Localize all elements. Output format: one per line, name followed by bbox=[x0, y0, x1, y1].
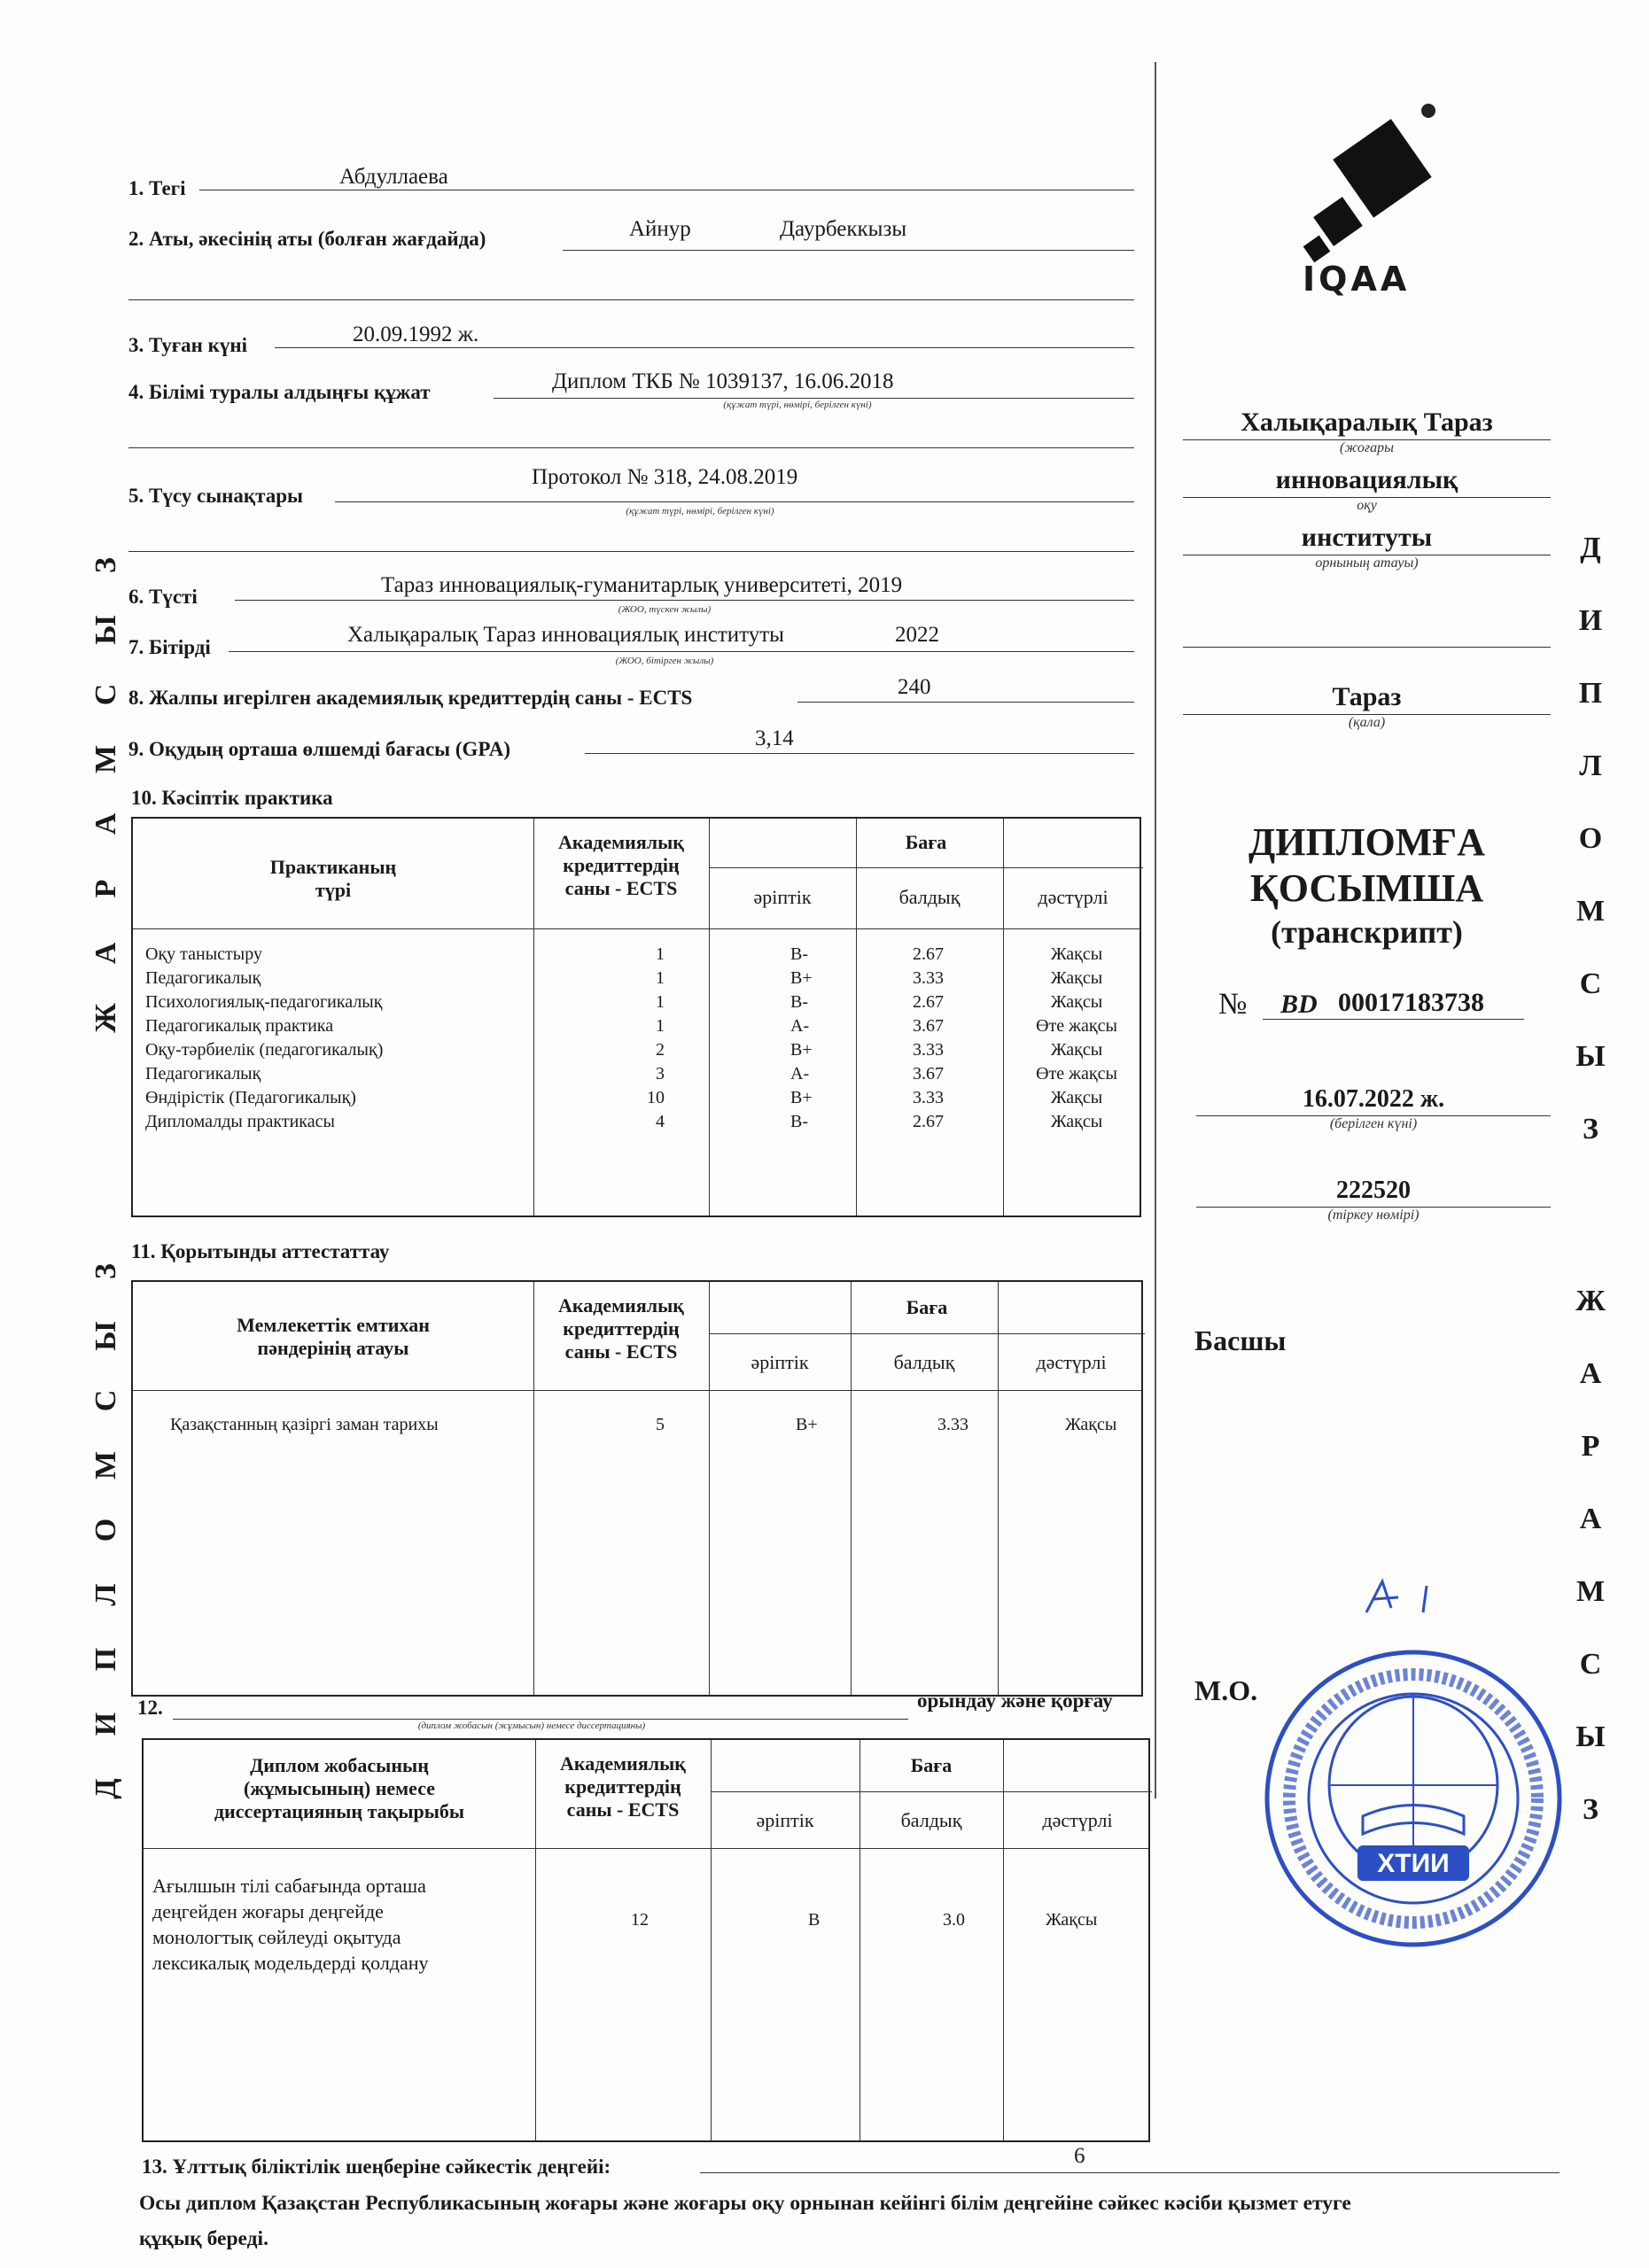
practice-row-credits: 1 bbox=[656, 1016, 665, 1036]
practice-grade-header: Баға bbox=[905, 831, 947, 853]
side-letter: С bbox=[89, 1389, 122, 1412]
issue-date: 16.07.2022 ж. bbox=[1196, 1085, 1551, 1116]
field-8-value: 240 bbox=[898, 675, 931, 699]
city: Тараз bbox=[1183, 682, 1551, 715]
practice-row-points: 3.33 bbox=[913, 1040, 944, 1060]
practice-row-name: Өндірістік (Педагогикалық) bbox=[145, 1088, 356, 1107]
practice-row-trad: Өте жақсы bbox=[1036, 1064, 1117, 1084]
side-letter: Л bbox=[1579, 750, 1602, 782]
side-letter: А bbox=[89, 812, 122, 835]
practice-row-trad: Жақсы bbox=[1050, 944, 1103, 964]
practice-row-trad: Жақсы bbox=[1050, 992, 1103, 1012]
side-letter: З bbox=[89, 557, 122, 573]
thesis-grade-header: Баға bbox=[910, 1754, 953, 1776]
thesis-credits-header: Академиялық bbox=[560, 1752, 686, 1775]
side-letter: А bbox=[1579, 1503, 1602, 1535]
thesis-row-letter: B bbox=[808, 1910, 821, 1930]
practice-row-name: Психологиялық-педагогикалық bbox=[145, 992, 383, 1012]
mo-label: М.О. bbox=[1194, 1674, 1258, 1706]
field-4-line2 bbox=[128, 447, 1134, 448]
practice-row-points: 3.67 bbox=[913, 1016, 944, 1036]
side-letter: Р bbox=[1581, 1430, 1600, 1463]
field-7-value: Халықаралық Тараз инновациялық институты bbox=[347, 623, 784, 647]
side-letter: З bbox=[1583, 1793, 1598, 1826]
practice-row-trad: Жақсы bbox=[1050, 968, 1103, 988]
inst-line-2: инновациялық bbox=[1183, 465, 1551, 498]
thesis-points-header: балдық bbox=[900, 1809, 962, 1831]
inst-hint-2: оқу bbox=[1357, 498, 1377, 513]
thesis-title-line-3: монологтық сөйлеуді оқытуда bbox=[152, 1926, 401, 1948]
attestation-letter-header: әріптік bbox=[751, 1351, 809, 1373]
section-11-title: 11. Қорытынды аттестаттау bbox=[131, 1240, 390, 1262]
section-12-suffix: орындау және қорғау bbox=[917, 1689, 1113, 1712]
thesis-title-line-1: Ағылшын тілі сабағында орташа bbox=[152, 1875, 426, 1897]
practice-trad-header: дәстүрлі bbox=[1038, 886, 1108, 908]
practice-row-points: 2.67 bbox=[913, 992, 944, 1012]
practice-row-points: 2.67 bbox=[913, 1112, 944, 1131]
field-5-value: Протокол № 318, 24.08.2019 bbox=[532, 465, 798, 489]
field-4-hint: (құжат түрі, нөмірі, берілген күні) bbox=[723, 400, 872, 410]
field-2-line2 bbox=[128, 299, 1134, 300]
side-letter: Ы bbox=[1575, 1040, 1606, 1073]
attestation-row-points: 3.33 bbox=[937, 1415, 968, 1434]
side-letter: И bbox=[1578, 604, 1603, 637]
thesis-credits-header-3: саны - ECTS bbox=[566, 1798, 680, 1821]
side-letter: М bbox=[89, 744, 122, 774]
attestation-row-name: Қазақстанның қазіргі заман тарихы bbox=[170, 1415, 439, 1434]
field-3-line bbox=[275, 347, 1134, 348]
side-letter: З bbox=[89, 1263, 122, 1279]
thesis-name-header-3: диссертацияның тақырыбы bbox=[214, 1800, 465, 1822]
side-letter: З bbox=[1583, 1113, 1598, 1146]
practice-row-credits: 2 bbox=[656, 1040, 665, 1060]
footer-line-1: Осы диплом Қазақстан Республикасының жоғары және жоғары оқу орнынан кейінгі білім деңгейіне сәйкес кәсіби қызмет етуге bbox=[139, 2192, 1351, 2215]
thesis-row-credits: 12 bbox=[631, 1910, 649, 1930]
practice-row-letter: B+ bbox=[790, 968, 813, 988]
field-9-value: 3,14 bbox=[755, 726, 794, 750]
reg-number-hint: (тіркеу нөмірі) bbox=[1327, 1208, 1420, 1223]
field-3-value: 20.09.1992 ж. bbox=[353, 322, 479, 346]
field-9-line bbox=[585, 753, 1134, 754]
footer-line-2: құқық береді. bbox=[139, 2227, 268, 2250]
side-letter: М bbox=[1575, 895, 1606, 928]
practice-row-letter: B- bbox=[790, 944, 808, 964]
section-13-value: 6 bbox=[1074, 2144, 1085, 2168]
section-12-num: 12. bbox=[137, 1697, 163, 1719]
thesis-row-trad: Жақсы bbox=[1046, 1910, 1098, 1930]
attestation-credits-header-3: саны - ECTS bbox=[564, 1340, 678, 1363]
field-5-label: 5. Түсу сынақтары bbox=[128, 485, 303, 507]
attestation-points-header: балдық bbox=[893, 1351, 955, 1373]
side-letter: Д bbox=[89, 1778, 122, 1799]
field-4-label: 4. Білімі туралы алдыңғы құжат bbox=[128, 381, 431, 403]
practice-row-name: Педагогикалық bbox=[145, 1064, 261, 1084]
doc-title-2: ҚОСЫМША bbox=[1249, 866, 1484, 910]
side-letter: П bbox=[89, 1647, 122, 1672]
doc-title-3: (транскрипт) bbox=[1271, 914, 1463, 950]
field-6-hint: (ЖОО, түскен жылы) bbox=[618, 604, 712, 615]
field-4-value: Диплом ТКБ № 1039137, 16.06.2018 bbox=[552, 369, 894, 393]
thesis-title-line-2: деңгейден жоғары деңгейде bbox=[152, 1900, 384, 1922]
attestation-table bbox=[131, 1280, 1143, 1697]
field-1-value: Абдуллаева bbox=[339, 165, 448, 189]
field-2-patronymic: Даурбеккызы bbox=[780, 217, 907, 241]
inst-line-1: Халықаралық Тараз bbox=[1183, 408, 1551, 440]
practice-type-header: Практиканың bbox=[269, 856, 397, 878]
field-4-line bbox=[494, 398, 1134, 399]
field-6-value: Тараз инновациялық-гуманитарлық университеті, 2019 bbox=[381, 573, 903, 597]
practice-credits-header-2: кредиттердің bbox=[563, 854, 680, 876]
side-letter: Д bbox=[1580, 532, 1601, 564]
practice-row-name: Педагогикалық практика bbox=[145, 1016, 334, 1036]
signature bbox=[1356, 1573, 1462, 1630]
page-divider bbox=[1155, 62, 1156, 1798]
attestation-row-credits: 5 bbox=[656, 1415, 665, 1434]
thesis-row-points: 3.0 bbox=[943, 1910, 965, 1930]
attestation-credits-header: Академиялық bbox=[558, 1294, 684, 1317]
field-5-line bbox=[335, 501, 1134, 502]
field-5-line2 bbox=[128, 551, 1134, 552]
practice-row-name: Дипломалды практикасы bbox=[145, 1112, 335, 1131]
side-letter: С bbox=[89, 683, 122, 706]
side-letter: Р bbox=[89, 879, 122, 898]
field-9-label: 9. Оқудың орташа өлшемді бағасы (GPA) bbox=[128, 738, 511, 760]
practice-credits-header-3: саны - ECTS bbox=[564, 877, 678, 899]
field-7-hint: (ЖОО, бітірген жылы) bbox=[615, 656, 714, 666]
section-10-title: 10. Кәсіптік практика bbox=[131, 787, 333, 809]
side-letter: А bbox=[89, 942, 122, 965]
practice-table bbox=[131, 817, 1141, 1217]
practice-row-credits: 4 bbox=[656, 1112, 665, 1131]
section-13-label: 13. Ұлттық біліктілік шеңберіне сәйкестік деңгейі: bbox=[142, 2155, 611, 2178]
practice-row-name: Оқу-тәрбиелік (педагогикалық) bbox=[145, 1040, 384, 1060]
doc-title-1: ДИПЛОМҒА bbox=[1248, 820, 1486, 864]
field-7-label: 7. Бітірді bbox=[128, 636, 211, 658]
doc-number-prefix: № bbox=[1218, 988, 1248, 1021]
attestation-credits-header-2: кредиттердің bbox=[563, 1317, 680, 1340]
practice-row-credits: 10 bbox=[647, 1088, 665, 1107]
attestation-name-header: Мемлекеттік емтихан bbox=[237, 1314, 430, 1336]
practice-row-points: 3.33 bbox=[913, 968, 944, 988]
field-5-hint: (құжат түрі, нөмірі, берілген күні) bbox=[626, 506, 774, 517]
field-2-line bbox=[563, 250, 1134, 251]
thesis-name-header: Диплом жобасының bbox=[250, 1754, 429, 1776]
practice-row-letter: B- bbox=[790, 1112, 808, 1131]
practice-row-trad: Өте жақсы bbox=[1036, 1016, 1117, 1036]
section-13-line bbox=[700, 2172, 1560, 2173]
practice-row-letter: A- bbox=[790, 1016, 810, 1036]
field-1-label: 1. Тегі bbox=[128, 177, 186, 199]
thesis-name-header-2: (жұмысының) немесе bbox=[244, 1777, 435, 1799]
practice-letter-header: әріптік bbox=[753, 886, 812, 908]
practice-row-credits: 1 bbox=[656, 944, 665, 964]
field-7-line bbox=[229, 651, 1134, 652]
attestation-name-header-2: пәндерінің атауы bbox=[257, 1337, 409, 1359]
section-12-line bbox=[173, 1719, 908, 1720]
practice-row-credits: 1 bbox=[656, 968, 665, 988]
field-8-line bbox=[797, 702, 1134, 703]
side-letter: Ы bbox=[89, 615, 122, 645]
attestation-trad-header: дәстүрлі bbox=[1036, 1351, 1107, 1373]
practice-row-credits: 3 bbox=[656, 1064, 665, 1084]
practice-row-points: 3.67 bbox=[913, 1064, 944, 1084]
practice-row-name: Оқу таныстыру bbox=[145, 944, 262, 964]
side-letter: М bbox=[1575, 1575, 1606, 1608]
side-letter: А bbox=[1579, 1357, 1602, 1390]
city-hint: (қала) bbox=[1348, 715, 1386, 730]
practice-row-trad: Жақсы bbox=[1050, 1088, 1103, 1107]
thesis-credits-header-2: кредиттердің bbox=[564, 1775, 681, 1798]
side-letter: М bbox=[89, 1450, 122, 1480]
side-letter: Ж bbox=[1575, 1285, 1606, 1317]
official-stamp bbox=[1258, 1643, 1568, 1953]
inst-line-3: институты bbox=[1183, 523, 1551, 555]
side-letter: Ы bbox=[1575, 1720, 1606, 1753]
practice-row-credits: 1 bbox=[656, 992, 665, 1012]
field-3-label: 3. Туған күні bbox=[128, 334, 248, 356]
practice-row-letter: B- bbox=[790, 992, 808, 1012]
practice-row-points: 2.67 bbox=[913, 944, 944, 964]
attestation-grade-header: Баға bbox=[906, 1296, 948, 1318]
practice-row-letter: B+ bbox=[790, 1088, 813, 1107]
thesis-table bbox=[142, 1738, 1150, 2142]
field-8-label: 8. Жалпы игерілген академиялық кредиттердің саны - ECTS bbox=[128, 687, 693, 709]
side-letter: Ж bbox=[89, 1003, 122, 1033]
field-6-label: 6. Түсті bbox=[128, 586, 198, 608]
attestation-row-trad: Жақсы bbox=[1065, 1415, 1117, 1434]
side-letter: С bbox=[1579, 967, 1602, 1000]
attestation-row-letter: B+ bbox=[796, 1415, 818, 1434]
practice-row-name: Педагогикалық bbox=[145, 968, 261, 988]
side-letter: П bbox=[1578, 677, 1603, 710]
practice-row-trad: Жақсы bbox=[1050, 1040, 1103, 1060]
field-2-first-name: Айнур bbox=[629, 217, 691, 241]
doc-number: 00017183738 bbox=[1338, 988, 1484, 1017]
side-letter: Л bbox=[89, 1583, 122, 1606]
practice-row-points: 3.33 bbox=[913, 1088, 944, 1107]
reg-number: 222520 bbox=[1196, 1177, 1551, 1208]
stamp-text: ХТИИ bbox=[1377, 1849, 1450, 1878]
practice-type-header-2: түрі bbox=[315, 879, 352, 901]
side-letter: Ы bbox=[89, 1321, 122, 1351]
issue-date-hint: (берілген күні) bbox=[1329, 1116, 1418, 1131]
practice-row-trad: Жақсы bbox=[1050, 1112, 1103, 1131]
thesis-letter-header: әріптік bbox=[756, 1809, 814, 1831]
inst-hint-1: (жоғары bbox=[1340, 440, 1394, 455]
side-letter: С bbox=[1579, 1648, 1602, 1681]
side-letter: О bbox=[1578, 822, 1603, 855]
inst-hint-3: орнының атауы) bbox=[1315, 555, 1419, 571]
logo-text: IQAA bbox=[1303, 260, 1411, 299]
field-7-year: 2022 bbox=[895, 623, 939, 647]
practice-credits-header: Академиялық bbox=[558, 831, 684, 853]
practice-points-header: балдық bbox=[898, 886, 961, 908]
practice-row-letter: B+ bbox=[790, 1040, 813, 1060]
side-letter: О bbox=[89, 1518, 122, 1542]
doc-series: BD bbox=[1280, 990, 1318, 1019]
inst-blank-line bbox=[1183, 647, 1551, 648]
thesis-trad-header: дәстүрлі bbox=[1042, 1809, 1113, 1831]
field-2-label: 2. Аты, әкесінің аты (болған жағдайда) bbox=[128, 228, 486, 250]
section-12-hint: (диплом жобасын (жұмысын) немесе диссертацияны) bbox=[417, 1720, 646, 1731]
thesis-title-line-4: лексикалық модельдерді қолдану bbox=[152, 1952, 429, 1974]
field-6-line bbox=[235, 600, 1134, 601]
head-label: Басшы bbox=[1194, 1324, 1287, 1356]
side-letter: И bbox=[89, 1712, 122, 1736]
practice-row-letter: A- bbox=[790, 1064, 810, 1084]
